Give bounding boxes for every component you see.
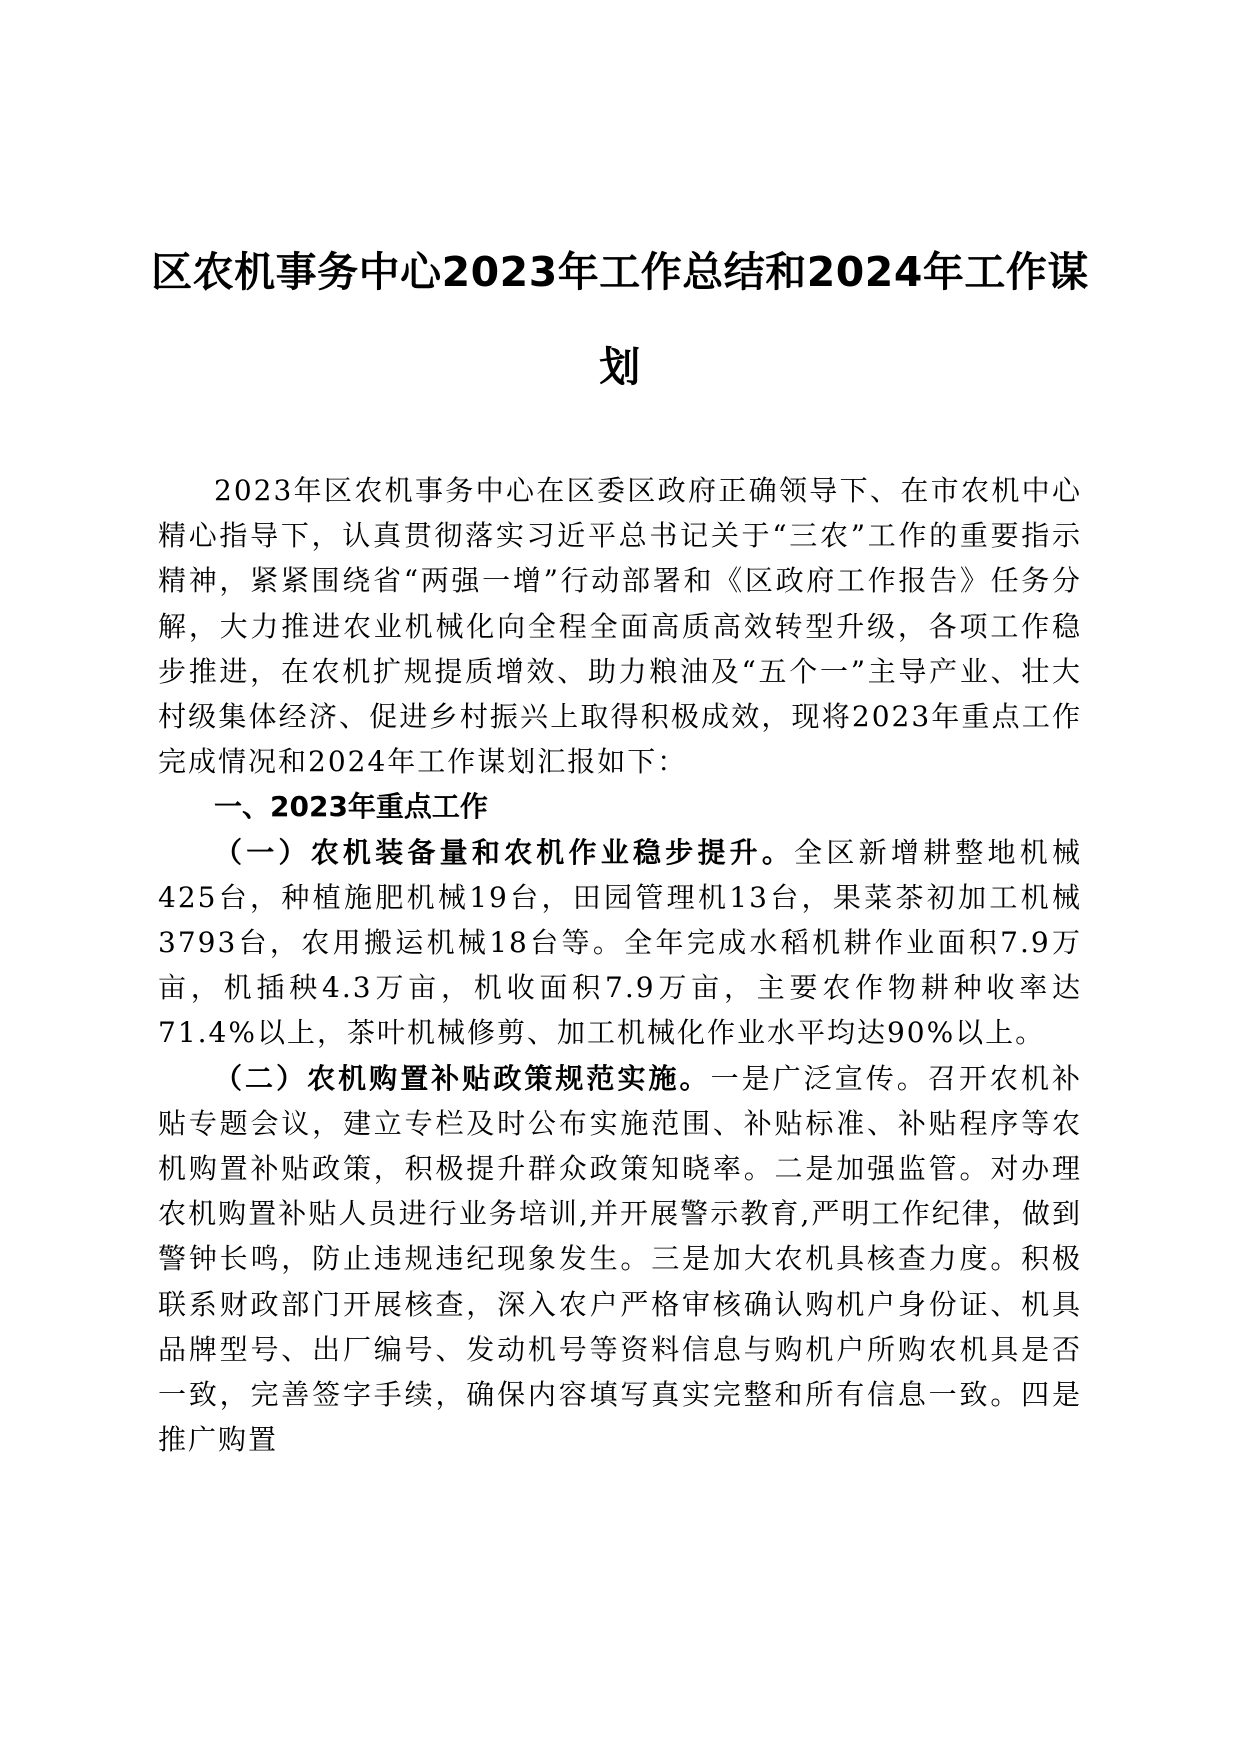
item-2-heading: （二）农机购置补贴政策规范实施。	[214, 1061, 711, 1095]
section-1-heading: 一、2023年重点工作	[214, 790, 488, 824]
intro-paragraph: 2023年区农机事务中心在区委区政府正确领导下、在市农机中心精心指导下，认真贯彻落实习近平总书记关于“三农”工作的重要指示精神，紧紧围绕省“两强一增”行动部署和《区政府工作报告》任务分解，大力推进农业机械化向全程全面高质高效转型升级，各项工作稳步推进，在农机扩规提质增效、助力粮油及“五个一”主导产业、壮大村级集体经济、促进乡村振兴上取得积极成效，现将2023年重点工作完成情况和2024年工作谋划汇报如下：	[158, 474, 1082, 779]
item-2-paragraph	[158, 1056, 1082, 1463]
item-1-text: 全区新增耕整地机械425台，种植施肥机械19台，田园管理机13台，果菜茶初加工机械3793台，农用搬运机械18台等。全年完成水稻机耕作业面积7.9万亩，机插秧4.3万亩，机收面积7.9万亩，主要农作物耕种收率达71.4%以上，茶叶机械修剪、加工机械化作业水平均达90%以上。	[158, 835, 1082, 1050]
item-1-paragraph	[158, 830, 1082, 1056]
item-2-text: 一是广泛宣传。召开农机补贴专题会议，建立专栏及时公布实施范围、补贴标准、补贴程序等农机购置补贴政策，积极提升群众政策知晓率。二是加强监管。对办理农机购置补贴人员进行业务培训,并开展警示教育,严明工作纪律，做到警钟长鸣，防止违规违纪现象发生。三是加大农机具核查力度。积极联系财政部门开展核查，深入农户严格审核确认购机户身份证、机具品牌型号、出厂编号、发动机号等资料信息与购机户所购农机具是否一致，完善签字手续，确保内容填写真实完整和所有信息一致。四是推广购置	[158, 1061, 1082, 1457]
document-title: 区农机事务中心2023年工作总结和2024年工作谋划	[151, 248, 1089, 391]
document-body	[158, 468, 1082, 1462]
item-1-heading: （一）农机装备量和农机作业稳步提升。	[214, 835, 795, 869]
